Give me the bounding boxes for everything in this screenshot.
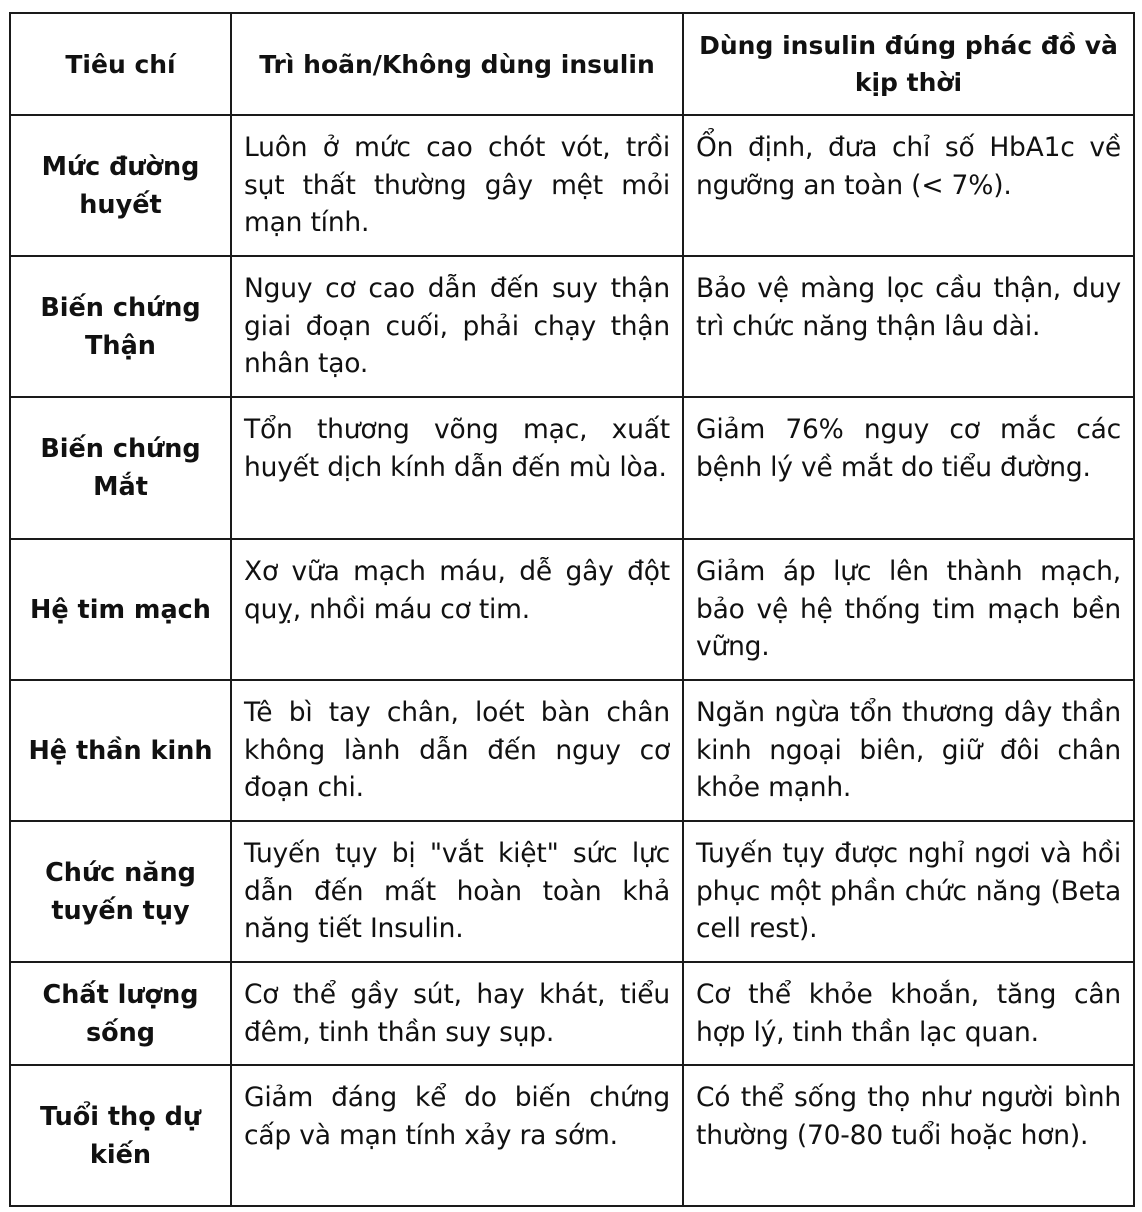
with-insulin-cell: Ngăn ngừa tổn thương dây thần kinh ngoại biên, giữ đôi chân khỏe mạnh. xyxy=(683,680,1134,821)
header-without-insulin: Trì hoãn/Không dùng insulin xyxy=(231,13,683,115)
table-row xyxy=(10,539,1134,680)
header-criterion: Tiêu chí xyxy=(10,13,231,115)
comparison-table-container xyxy=(9,12,1133,1207)
without-insulin-cell: Tổn thương võng mạc, xuất huyết dịch kính dẫn đến mù lòa. xyxy=(231,397,683,539)
without-insulin-cell: Nguy cơ cao dẫn đến suy thận giai đoạn cuối, phải chạy thận nhân tạo. xyxy=(231,256,683,397)
table-row xyxy=(10,962,1134,1065)
without-insulin-cell: Luôn ở mức cao chót vót, trồi sụt thất thường gây mệt mỏi mạn tính. xyxy=(231,115,683,256)
without-insulin-cell: Giảm đáng kể do biến chứng cấp và mạn tính xảy ra sớm. xyxy=(231,1065,683,1206)
with-insulin-cell: Giảm 76% nguy cơ mắc các bệnh lý về mắt do tiểu đường. xyxy=(683,397,1134,539)
header-with-insulin: Dùng insulin đúng phác đồ và kịp thời xyxy=(683,13,1134,115)
comparison-table xyxy=(9,12,1135,1207)
criterion-cell: Hệ tim mạch xyxy=(10,539,231,680)
criterion-cell: Mức đường huyết xyxy=(10,115,231,256)
criterion-cell: Chức năng tuyến tụy xyxy=(10,821,231,962)
without-insulin-cell: Tuyến tụy bị "vắt kiệt" sức lực dẫn đến mất hoàn toàn khả năng tiết Insulin. xyxy=(231,821,683,962)
table-row xyxy=(10,680,1134,821)
with-insulin-cell: Cơ thể khỏe khoắn, tăng cân hợp lý, tinh thần lạc quan. xyxy=(683,962,1134,1065)
table-row xyxy=(10,1065,1134,1206)
criterion-cell: Hệ thần kinh xyxy=(10,680,231,821)
without-insulin-cell: Cơ thể gầy sút, hay khát, tiểu đêm, tinh thần suy sụp. xyxy=(231,962,683,1065)
with-insulin-cell: Có thể sống thọ như người bình thường (70-80 tuổi hoặc hơn). xyxy=(683,1065,1134,1206)
with-insulin-cell: Giảm áp lực lên thành mạch, bảo vệ hệ thống tim mạch bền vững. xyxy=(683,539,1134,680)
with-insulin-cell: Ổn định, đưa chỉ số HbA1c về ngưỡng an toàn (< 7%). xyxy=(683,115,1134,256)
criterion-cell: Biến chứng Mắt xyxy=(10,397,231,539)
without-insulin-cell: Xơ vữa mạch máu, dễ gây đột quỵ, nhồi máu cơ tim. xyxy=(231,539,683,680)
without-insulin-cell: Tê bì tay chân, loét bàn chân không lành dẫn đến nguy cơ đoạn chi. xyxy=(231,680,683,821)
with-insulin-cell: Tuyến tụy được nghỉ ngơi và hồi phục một phần chức năng (Beta cell rest). xyxy=(683,821,1134,962)
with-insulin-cell: Bảo vệ màng lọc cầu thận, duy trì chức năng thận lâu dài. xyxy=(683,256,1134,397)
table-row xyxy=(10,256,1134,397)
table-row xyxy=(10,397,1134,539)
criterion-cell: Tuổi thọ dự kiến xyxy=(10,1065,231,1206)
table-row xyxy=(10,115,1134,256)
table-header-row xyxy=(10,13,1134,115)
table-row xyxy=(10,821,1134,962)
criterion-cell: Biến chứng Thận xyxy=(10,256,231,397)
criterion-cell: Chất lượng sống xyxy=(10,962,231,1065)
